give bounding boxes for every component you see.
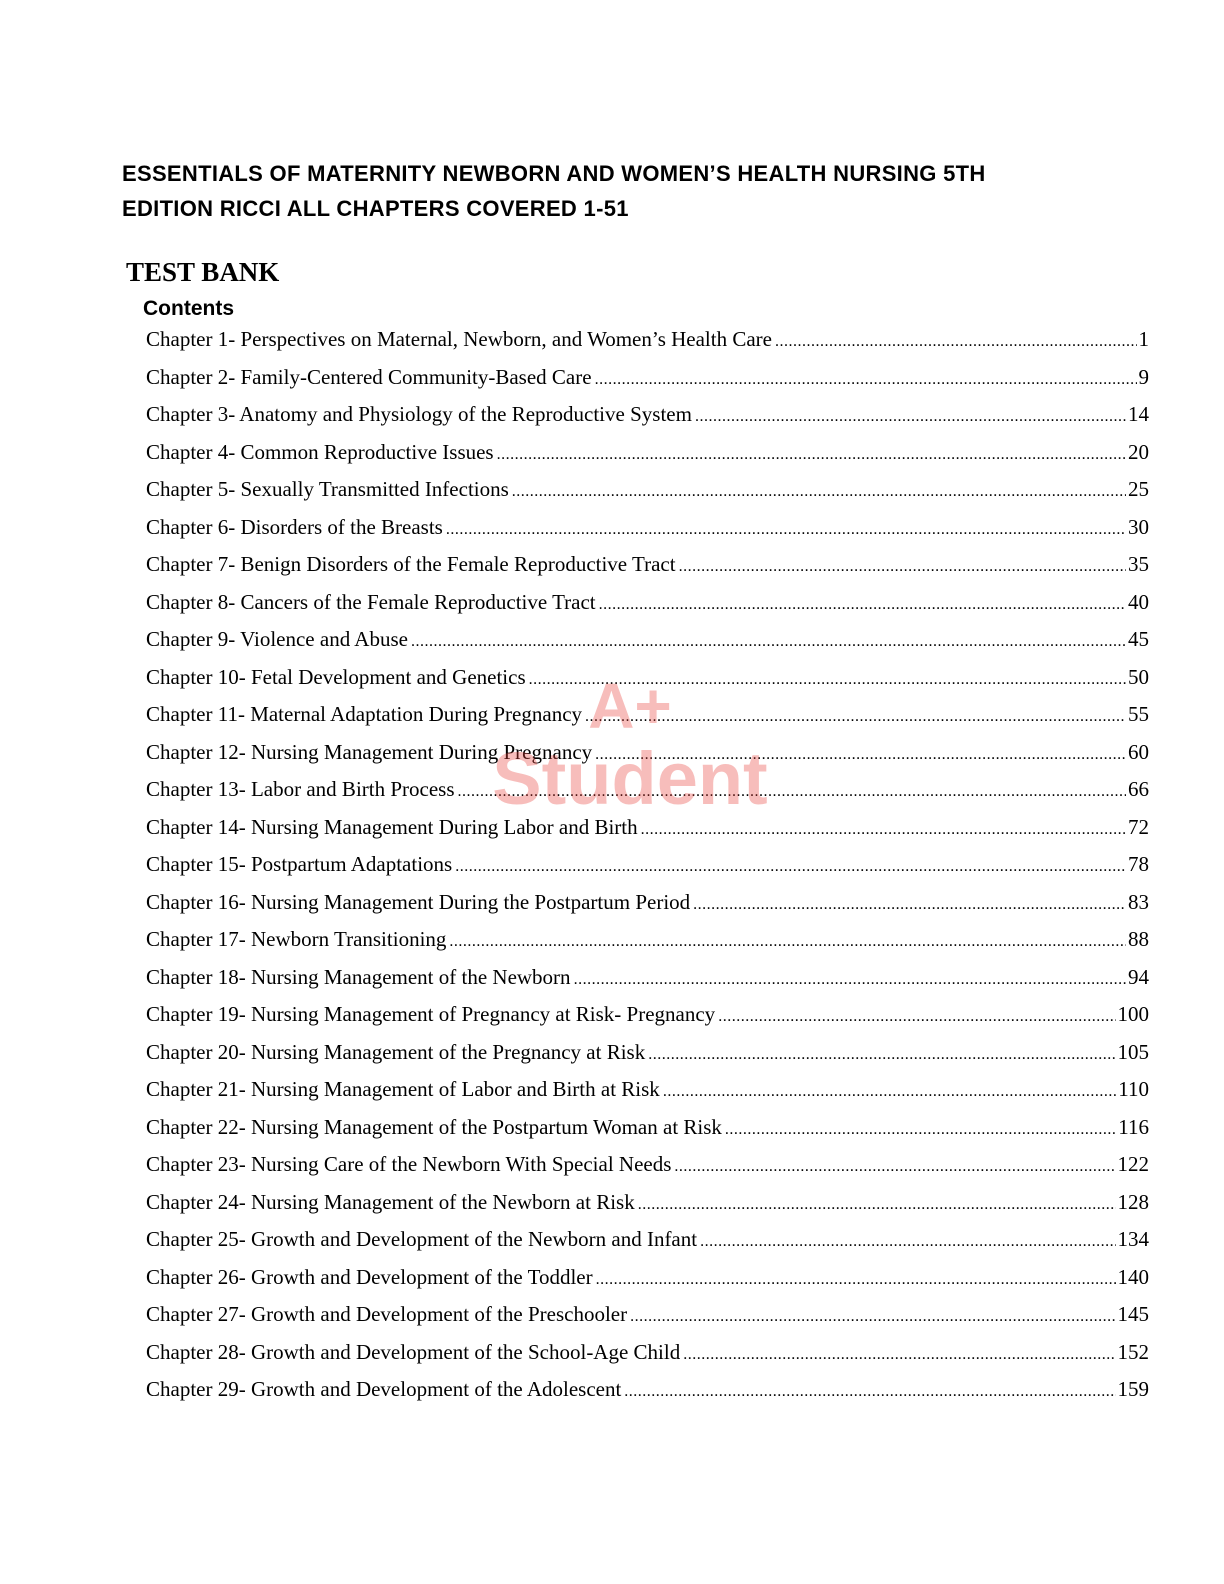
toc-dot-leader — [674, 1148, 1115, 1186]
toc-entry-title: Chapter 15- Postpartum Adaptations — [146, 852, 453, 876]
toc-dot-leader — [693, 886, 1126, 924]
toc-entry-page-number: 45 — [1128, 627, 1149, 651]
toc-entry[interactable] — [146, 621, 1149, 659]
toc-dot-leader — [624, 1373, 1115, 1411]
toc-entry-page-number: 94 — [1128, 964, 1149, 989]
watermark-line-2: Student — [492, 737, 768, 818]
watermark-line-1: A+ — [588, 670, 672, 742]
toc-entry-page-number: 40 — [1128, 589, 1149, 614]
toc-entry-page-number: 60 — [1128, 739, 1149, 764]
toc-entry[interactable] — [146, 771, 1149, 809]
toc-entry-page-number: 1 — [1138, 327, 1149, 351]
toc-dot-leader — [458, 773, 1126, 811]
toc-entry[interactable] — [146, 1259, 1149, 1297]
toc-entry[interactable] — [146, 659, 1149, 697]
toc-entry[interactable] — [146, 1296, 1149, 1334]
toc-dot-leader — [574, 961, 1126, 999]
toc-dot-leader — [775, 323, 1137, 361]
toc-entry[interactable] — [146, 884, 1149, 922]
toc-dot-leader — [638, 1186, 1116, 1224]
toc-entry-title: Chapter 6- Disorders of the Breasts — [146, 514, 443, 539]
toc-entry[interactable] — [146, 359, 1149, 397]
toc-entry-page-number: 14 — [1128, 402, 1149, 426]
toc-dot-leader — [497, 436, 1126, 474]
toc-entry[interactable] — [146, 1071, 1149, 1109]
toc-entry-page-number: 83 — [1128, 889, 1149, 914]
toc-dot-leader — [411, 623, 1126, 661]
toc-entry-page-number: 122 — [1117, 1152, 1149, 1176]
toc-entry-page-number: 78 — [1128, 852, 1149, 876]
toc-entry[interactable] — [146, 434, 1149, 472]
toc-entry-page-number: 116 — [1118, 1114, 1149, 1139]
toc-entry-page-number: 110 — [1118, 1077, 1149, 1101]
toc-entry-title: Chapter 27- Growth and Development of the Preschooler — [146, 1302, 628, 1326]
toc-entry-page-number: 128 — [1117, 1189, 1149, 1214]
toc-entry-page-number: 55 — [1128, 702, 1149, 726]
toc-entry[interactable] — [146, 1034, 1149, 1072]
section-heading: TEST BANK — [126, 257, 280, 287]
toc-entry-page-number: 72 — [1128, 814, 1149, 839]
toc-entry-title: Chapter 1- Perspectives on Maternal, Newborn, and Women’s Health Care — [146, 327, 772, 351]
toc-entry[interactable] — [146, 696, 1149, 734]
toc-entry[interactable] — [146, 546, 1149, 584]
toc-entry[interactable] — [146, 584, 1149, 622]
toc-entry-page-number: 140 — [1117, 1264, 1149, 1289]
toc-entry[interactable] — [146, 321, 1149, 359]
toc-dot-leader — [455, 848, 1126, 886]
toc-entry[interactable] — [146, 1371, 1149, 1409]
toc-dot-leader — [679, 548, 1126, 586]
toc-entry[interactable] — [146, 1146, 1149, 1184]
toc-dot-leader — [683, 1336, 1115, 1374]
toc-entry-title: Chapter 29- Growth and Development of the Adolescent — [146, 1377, 622, 1401]
toc-entry-page-number: 100 — [1117, 1002, 1149, 1026]
toc-dot-leader — [585, 698, 1126, 736]
toc-entry[interactable] — [146, 1334, 1149, 1372]
toc-dot-leader — [595, 736, 1126, 774]
document-title-line-1: ESSENTIALS OF MATERNITY NEWBORN AND WOMEN’S HEALTH NURSING 5TH — [122, 161, 986, 186]
toc-entry-page-number: 152 — [1117, 1339, 1149, 1364]
toc-entry-page-number: 134 — [1117, 1227, 1149, 1251]
toc-entry-page-number: 105 — [1117, 1039, 1149, 1064]
toc-entry[interactable] — [146, 846, 1149, 884]
toc-entry-title: Chapter 3- Anatomy and Physiology of the Reproductive System — [146, 402, 692, 426]
toc-entry-page-number: 159 — [1117, 1377, 1149, 1401]
toc-entry-title: Chapter 19- Nursing Management of Pregnancy at Risk- Pregnancy — [146, 1002, 716, 1026]
toc-entry-title: Chapter 14- Nursing Management During Labor and Birth — [146, 814, 638, 839]
toc-dot-leader — [596, 1261, 1116, 1299]
toc-dot-leader — [718, 998, 1115, 1036]
toc-entry-title: Chapter 10- Fetal Development and Genetics — [146, 664, 526, 689]
toc-entry[interactable] — [146, 1184, 1149, 1222]
toc-dot-leader — [700, 1223, 1115, 1261]
toc-entry-title: Chapter 26- Growth and Development of the Toddler — [146, 1264, 593, 1289]
toc-entry-page-number: 20 — [1128, 439, 1149, 464]
toc-entry-title: Chapter 5- Sexually Transmitted Infections — [146, 477, 509, 501]
toc-dot-leader — [725, 1111, 1116, 1149]
toc-entry-title: Chapter 16- Nursing Management During the Postpartum Period — [146, 889, 691, 914]
contents-heading: Contents — [143, 297, 234, 320]
toc-entry-page-number: 50 — [1128, 664, 1149, 689]
toc-dot-leader — [446, 511, 1126, 549]
toc-dot-leader — [529, 661, 1126, 699]
table-of-contents — [146, 321, 1149, 1409]
toc-entry-page-number: 145 — [1117, 1302, 1149, 1326]
toc-entry[interactable] — [146, 471, 1149, 509]
toc-entry-title: Chapter 9- Violence and Abuse — [146, 627, 408, 651]
toc-dot-leader — [512, 473, 1126, 511]
toc-dot-leader — [641, 811, 1126, 849]
toc-entry-title: Chapter 8- Cancers of the Female Reproductive Tract — [146, 589, 596, 614]
toc-entry-title: Chapter 25- Growth and Development of the Newborn and Infant — [146, 1227, 698, 1251]
toc-entry[interactable] — [146, 809, 1149, 847]
toc-entry[interactable] — [146, 996, 1149, 1034]
document-title — [122, 156, 1162, 226]
toc-entry-title: Chapter 21- Nursing Management of Labor and Birth at Risk — [146, 1077, 660, 1101]
toc-entry-title: Chapter 20- Nursing Management of the Pregnancy at Risk — [146, 1039, 646, 1064]
toc-entry-title: Chapter 11- Maternal Adaptation During Pregnancy — [146, 702, 583, 726]
toc-dot-leader — [695, 398, 1126, 436]
toc-entry-title: Chapter 22- Nursing Management of the Postpartum Woman at Risk — [146, 1114, 722, 1139]
toc-entry-title: Chapter 7- Benign Disorders of the Female Reproductive Tract — [146, 552, 676, 576]
toc-entry-page-number: 30 — [1128, 514, 1149, 539]
toc-entry[interactable] — [146, 396, 1149, 434]
toc-entry-page-number: 66 — [1128, 777, 1149, 801]
toc-entry-title: Chapter 18- Nursing Management of the Newborn — [146, 964, 571, 989]
toc-dot-leader — [599, 586, 1126, 624]
toc-entry-title: Chapter 13- Labor and Birth Process — [146, 777, 455, 801]
toc-entry-page-number: 88 — [1128, 927, 1149, 951]
toc-entry[interactable] — [146, 1221, 1149, 1259]
toc-entry[interactable] — [146, 1109, 1149, 1147]
toc-entry-title: Chapter 4- Common Reproductive Issues — [146, 439, 494, 464]
toc-dot-leader — [595, 361, 1137, 399]
toc-entry[interactable] — [146, 509, 1149, 547]
toc-entry-title: Chapter 23- Nursing Care of the Newborn With Special Needs — [146, 1152, 672, 1176]
toc-dot-leader — [648, 1036, 1115, 1074]
toc-entry-title: Chapter 24- Nursing Management of the Newborn at Risk — [146, 1189, 635, 1214]
toc-entry-title: Chapter 12- Nursing Management During Pregnancy — [146, 739, 593, 764]
toc-entry[interactable] — [146, 959, 1149, 997]
toc-entry[interactable] — [146, 734, 1149, 772]
toc-entry-title: Chapter 2- Family-Centered Community-Based Care — [146, 364, 592, 389]
toc-entry-page-number: 25 — [1128, 477, 1149, 501]
toc-entry[interactable] — [146, 921, 1149, 959]
document-title-line-2: EDITION RICCI ALL CHAPTERS COVERED 1-51 — [122, 196, 629, 221]
toc-entry-title: Chapter 17- Newborn Transitioning — [146, 927, 447, 951]
toc-dot-leader — [630, 1298, 1115, 1336]
toc-entry-page-number: 9 — [1138, 364, 1149, 389]
toc-entry-title: Chapter 28- Growth and Development of the School-Age Child — [146, 1339, 681, 1364]
toc-entry-page-number: 35 — [1128, 552, 1149, 576]
toc-dot-leader — [663, 1073, 1116, 1111]
toc-dot-leader — [449, 923, 1126, 961]
